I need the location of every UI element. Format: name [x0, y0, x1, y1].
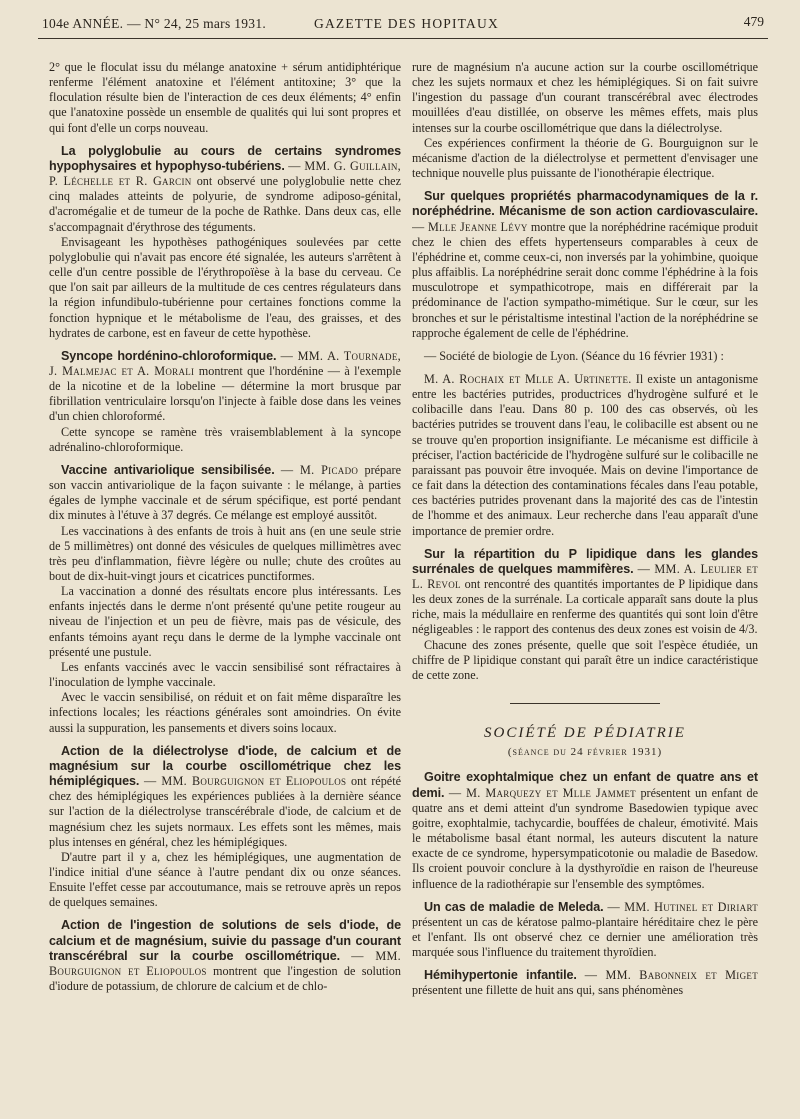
phosphore-title: Sur la répartition du P lipidique dans les glandes surrénales de quelques mammifères. — [412, 546, 758, 576]
biology-society-lyon — [412, 349, 758, 364]
article-vaccin — [49, 463, 401, 736]
dielectrolyse-authors: — MM. Bourguignon et Eliopoulos — [143, 774, 347, 789]
phosphore-body: ont rencontré des quantités importantes de P lipidique dans les deux zones de la surrénale. La corticale apparaît sans doute la plus riche, mais la médullaire en renferme des quantités qui sont loin d'être négligeables : le rapport des contenus des deux zones est voisin de 4/3. — [412, 577, 758, 637]
article-ingestion — [49, 918, 401, 994]
meleda-authors: — MM. Hutinel et Diriart — [607, 899, 758, 914]
issue-info: 104e ANNÉE. — N° 24, 25 mars 1931. — [42, 16, 267, 31]
section-separator — [510, 703, 660, 704]
antagonisme-paragraph — [412, 372, 758, 539]
article-dielectrolyse — [49, 744, 401, 911]
vaccin-p2: Les vaccinations à des enfants de trois à huit ans (en une seule strie de 5 millimètres) ont donné des vésicules de quelques millimètres avec très peu d'inflammation, fièvre légère ou nulle; chute des croûtes au bout de dix-huit-vingt jours et cicatrices punctiformes. — [49, 523, 401, 583]
norephedrine-authors: — Mlle Jeanne Lévy — [412, 219, 528, 234]
phosphore-p2: Chacune des zones présente, quelle que soit l'espèce étudiée, un chiffre de P lipidique constant qui paraît être un indice caractéristique de cette zone. — [412, 637, 758, 682]
norephedrine-title: Sur quelques propriétés pharmacodynamiques de la r. noréphédrine. Mécanisme de son action cardiovasculaire. — [412, 189, 758, 219]
vaccin-authors: — M. Picado — [280, 462, 359, 477]
syncope-body: montrent que l'hordénine — à l'exemple de la nicotine et de la lobeline — détermine la mort brusque par fibrillation ventriculaire lorsqu'on l'injecte à faible dose dans les veines d'un chien chloroformé. — [49, 363, 401, 424]
vaccin-title: Vaccine antivariolique sensibilisée. — [61, 462, 275, 477]
ingestion-continuation: rure de magnésium n'a aucune action sur la courbe oscillométrique chez les sujets normaux et chez les hémiplégiques. Si on fait suivre l'ingestion du passage d'un courant transcérébral avec électrodes mouillées d'eau distillée, on observe les mêmes effets, mais plus intenses sur la courbe oscillométrique que dans la diélectrolyse. — [412, 60, 758, 135]
page-number: 479 — [743, 14, 764, 29]
biology-society-heading: — Société de biologie de Lyon. (Séance du 16 février 1931) : — [424, 348, 724, 363]
vaccin-p3: La vaccination a donné des résultats encore plus intéressants. Les enfants injectés dans le derme n'ont présenté qu'une petite rougeur au niveau de l'injection et un peu de fièvre, mais pas de vésicule, des enfants témoins ayant reçu dans le derme de la lymphe vaccinale ont présenté une pustule. — [49, 584, 401, 659]
goitre-authors: — M. Marquezy et Mlle Jammet — [448, 785, 636, 800]
ingestion-paragraph — [49, 918, 401, 994]
ingestion-title: Action de l'ingestion de solutions de sels d'iode, de calcium et de magnésium, suivie du passage d'un courant transcérébral sur la courbe oscillométrique. — [49, 918, 401, 963]
antagonisme-authors: M. A. Rochaix et Mlle A. Urtinette. — [424, 371, 632, 386]
article-hemihypertonie — [412, 968, 758, 998]
article-goitre — [412, 770, 758, 891]
ingestion-body: montrent que l'ingestion de solution d'iodure de potassium, de chlorure de calcium et de chlo- — [49, 963, 401, 994]
left-column — [49, 60, 401, 1110]
polyglobulie-paragraph — [49, 144, 401, 235]
syncope-p2: Cette syncope se ramène très vraisemblablement à la syncope adrénalino-chloroformique. — [49, 424, 401, 454]
polyglobulie-body: ont observé une polyglobulie nette chez cinq malades atteints de polyurie, de syndrome adiposo-génital, d'acromégalie et de tumeur de la poche de Rathke. Dans deux cas, elle s'accompagnait d'érythrose des téguments. — [49, 174, 401, 234]
polyglobulie-authors: — MM. G. Guillain, P. Léchelle et R. Garcin — [49, 158, 401, 189]
phosphore-authors: — MM. A. Leulier et L. Revol — [412, 561, 758, 591]
vaccin-p4: Les enfants vaccinés avec le vaccin sensibilisé sont réfractaires à l'inoculation de lymphe vaccinale. — [49, 659, 401, 690]
page-header — [38, 16, 766, 36]
article-polyglobulie — [49, 144, 401, 341]
hemihyper-authors: — MM. Babonneix et Miget — [584, 968, 758, 983]
goitre-body: présentent un enfant de quatre ans et demi atteint d'un syndrome Basedowien typique avec goitre, exophtalmie, tachycardie, bouffées de chaleur, émotivité. Mais le métabolisme basal étant normal, les auteurs discutent la nature exacte de ce syndrome, hypersympaticotonie ou maladie de Basedow. Ils croient pouvoir conclure à la dysthyroïdie en raison de l'heureuse influence de la radiothérapie sur l'ensemble des symptômes. — [412, 785, 758, 891]
hemihyper-paragraph — [412, 968, 758, 998]
dielectrolyse-title: Action de la diélectrolyse d'iode, de calcium et de magnésium sur la courbe oscillométrique chez les hémiplégiques. — [49, 743, 401, 789]
article-antagonisme — [412, 372, 758, 539]
hemihyper-title: Hémihypertonie infantile. — [424, 968, 577, 983]
antagonisme-body: Il existe un antagonisme entre les bactéries putrides, productrices d'hydrogène sulfuré et le colibacille dans l'eau. Dans 80 p. 100 des cas observés, où les bactéries putrides se trouvent dans l'eau, le colibacille est absent ou ne se trouve qu'en proportion insignifiante. Le mécanisme est difficile à préciser, l'action bactéricide de l'hydrogène sulfuré sur le colibacille ne paraissant pas pouvoir être invoquée. Mais on devine l'importance de ce fait dans la détection des contaminations fécales dans l'eau potable, ces bactéries putrides provenant dans la majorité des cas de l'intestin de l'homme et des animaux. Leur recherche dans l'eau apparaît d'une importance de premier ordre. — [412, 371, 758, 538]
meleda-paragraph — [412, 900, 758, 961]
goitre-paragraph — [412, 770, 758, 891]
norephedrine-body: montre que la noréphédrine racémique produit chez le chien des effets hypertenseurs comparables à ceux de l'éphédrine et, comme ceux-ci, non inversés par la yohimbine, quoique plus affaiblis. La noréphédrine serait donc comme l'éphédrine à la fois musculotrope et sympathicotrope, mais en différerait par la prédominance de l'action sympatho-mimétique. Sur le cœur, sur les bronches et sur le péristaltisme intestinal l'action de la noréphédrine se rapproche également de celle de l'éphédrine. — [412, 219, 758, 340]
intro-paragraph: 2° que le floculat issu du mélange anatoxine + sérum antidiphtérique renferme l'élément anatoxine et l'élément antitoxine; 3° que la floculation résulte bien de l'interaction de ces deux éléments; 4° enfin que l'anatoxine possède un ensemble de qualités qui lui sont propres et qui font d'elle un corps nouveau. — [49, 60, 401, 135]
dielectrolyse-p2: D'autre part il y a, chez les hémiplégiques, une augmentation de l'indice initial d'une séance à l'autre pendant dix ou onze séances. Ensuite l'effet cesse par accoutumance, mais se retrouve après un repos de quelques semaines. — [49, 849, 401, 910]
society-heading: SOCIÉTÉ DE PÉDIATRIE — [484, 725, 686, 742]
syncope-title: Syncope hordénino-chloroformique. — [61, 348, 277, 363]
dielectrolyse-body: ont répété chez des hémiplégiques les expériences publiées à la dernière séance sur l'action de la diélectrolyse transcérébrale d'iode, de calcium et de magnésium chez les sujets normaux. Les effets sont les mêmes, mais plus intenses en général, chez les hémiplégiques. — [49, 774, 401, 849]
header-rule — [38, 38, 768, 39]
meleda-title: Un cas de maladie de Meleda. — [424, 899, 604, 914]
polyglobulie-p2: Envisageant les hypothèses pathogéniques soulevées par cette polyglobulie qui n'avait pas encore été signalée, les auteurs s'arrêtent à celle d'un centre possible de l'érythropoïèse à la base du cerveau. Ce que l'on sait par ailleurs de la multitude de ces centres régulateurs dans la région infundibulo-tubérienne pour certaines fonctions comme la fonction hypnique et le métabolisme de l'eau, des graisses, et des hydrates de carbone, est en faveur de cette hypothèse. — [49, 234, 401, 340]
vaccin-p5: Avec le vaccin sensibilisé, on réduit et on fait même disparaître les infections locales; les réactions générales sont amoindries. On évite aussi la suppuration, les pansements et divers soins locaux. — [49, 690, 401, 735]
syncope-authors: — MM. A. Tournade, J. Malmejac et A. Morali — [49, 348, 401, 378]
journal-title: GAZETTE DES HOPITAUX — [314, 16, 499, 31]
ingestion-authors: — MM. Bourguignon et Eliopoulos — [49, 948, 401, 978]
vaccin-paragraph — [49, 463, 401, 524]
phosphore-paragraph — [412, 547, 758, 638]
article-meleda — [412, 900, 758, 961]
goitre-title: Goitre exophtalmique chez un enfant de quatre ans et demi. — [412, 770, 758, 800]
article-syncope — [49, 349, 401, 455]
ingestion-conclusion: Ces expériences confirment la théorie de G. Bourguignon sur le mécanisme d'action de la diélectrolyse et permettent d'envisager une technique nouvelle plus puissante de l'ionothérapie électrique. — [412, 135, 758, 181]
article-norephedrine — [412, 189, 758, 341]
meleda-body: présentent un cas de kératose palmo-plantaire héréditaire chez le père et l'enfant. Ils ont observé chez ce dernier une amélioration très marquée sous l'influence du traitement thyroïdien. — [412, 914, 758, 960]
session-date: (séance du 24 février 1931) — [507, 746, 663, 759]
syncope-paragraph — [49, 349, 401, 425]
article-phosphore — [412, 547, 758, 683]
norephedrine-paragraph — [412, 189, 758, 341]
dielectrolyse-paragraph — [49, 744, 401, 850]
hemihyper-body: présentent une fillette de huit ans qui, sans phénomènes — [412, 983, 684, 998]
right-column — [412, 60, 758, 1110]
vaccin-body: prépare son vaccin antivariolique de la façon suivante : le mélange, à parties égales de lymphe vaccinale et de sérum spécifique, est porté pendant dix minutes à l'étuve à 37 degrés. Ce mélange est employé aussitôt. — [49, 462, 401, 523]
polyglobulie-title: La polyglobulie au cours de certains syndromes hypophysaires et hypophyso-tubériens. — [49, 143, 401, 173]
